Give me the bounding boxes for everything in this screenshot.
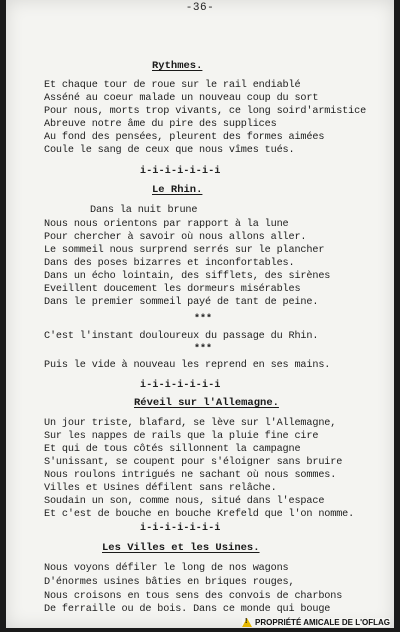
poem-line: D'énormes usines bâties en briques rouges, <box>44 577 295 588</box>
section-separator: i-i-i-i-i-i-i <box>140 166 221 177</box>
poem-line: S'unissant, se coupent pour s'éloigner sans bruire <box>44 457 343 468</box>
poem-line: Eveillent doucement les dormeurs misérables <box>44 284 301 295</box>
document-page <box>6 0 394 628</box>
section-title-reveil: Réveil sur l'Allemagne. <box>134 397 279 409</box>
poem-line: Asséné au coeur malade un nouveau coup du sort <box>44 93 319 104</box>
poem-line: C'est l'instant douloureux du passage du Rhin. <box>44 331 319 342</box>
poem-line: Le sommeil nous surprend serrés sur le plancher <box>44 245 325 256</box>
section-title-villes-usines: Les Villes et les Usines. <box>102 542 260 554</box>
section-title-le-rhin: Le Rhin. <box>152 184 203 196</box>
stamp-text: PROPRIÉTÉ AMICALE DE L'OFLAG <box>255 618 390 627</box>
section-separator: i-i-i-i-i-i-i <box>140 523 221 534</box>
poem-line: Puis le vide à nouveau les reprend en ses mains. <box>44 360 331 371</box>
page-number: -36- <box>185 2 215 14</box>
poem-line: Et chaque tour de roue sur le rail endiablé <box>44 80 301 91</box>
poem-line: Sur les nappes de rails que la pluie fine cire <box>44 431 319 442</box>
poem-line: Et c'est de bouche en bouche Krefeld que l'on nomme. <box>44 509 355 520</box>
poem-line: Nous voyons défiler le long de nos wagons <box>44 563 289 574</box>
poem-line: Et qui de tous côtés sillonnent la campagne <box>44 444 301 455</box>
poem-line: Pour nous, morts trop vivants, ce long soird'armistice <box>44 106 367 117</box>
poem-line: Pour chercher à savoir où nous allons aller. <box>44 232 307 243</box>
warning-icon <box>242 618 252 627</box>
poem-line: Nous nous orientons par rapport à la lune <box>44 219 289 230</box>
poem-line: Coule le sang de ceux que nous vîmes tués. <box>44 145 295 156</box>
stars-divider: *** <box>194 314 213 325</box>
section-separator: i-i-i-i-i-i-i <box>140 380 221 391</box>
poem-line: Dans le premier sommeil payé de tant de peine. <box>44 297 319 308</box>
poem-line: Au fond des pensées, pleurent des formes aimées <box>44 132 325 143</box>
poem-line: Dans la nuit brune <box>90 205 198 216</box>
section-title-rythmes: Rythmes. <box>152 60 203 72</box>
poem-line: Un jour triste, blafard, se lève sur l'Allemagne, <box>44 418 337 429</box>
poem-line: Nous croisons en tous sens des convois de charbons <box>44 591 343 602</box>
poem-line: Nous roulons intrigués ne sachant où nous sommes. <box>44 470 337 481</box>
poem-line: Dans des poses bizarres et inconfortables. <box>44 258 295 269</box>
stars-divider: *** <box>194 344 213 355</box>
poem-line: Villes et Usines défilent sans relâche. <box>44 483 277 494</box>
poem-line: Soudain un son, comme nous, situé dans l'espace <box>44 496 325 507</box>
ownership-stamp <box>242 618 390 627</box>
poem-line: De ferraille ou de bois. Dans ce monde qui bouge <box>44 604 331 615</box>
poem-line: Dans un écho lointain, des sifflets, des sirènes <box>44 271 331 282</box>
poem-line: Abreuve notre âme du pire des supplices <box>44 119 277 130</box>
